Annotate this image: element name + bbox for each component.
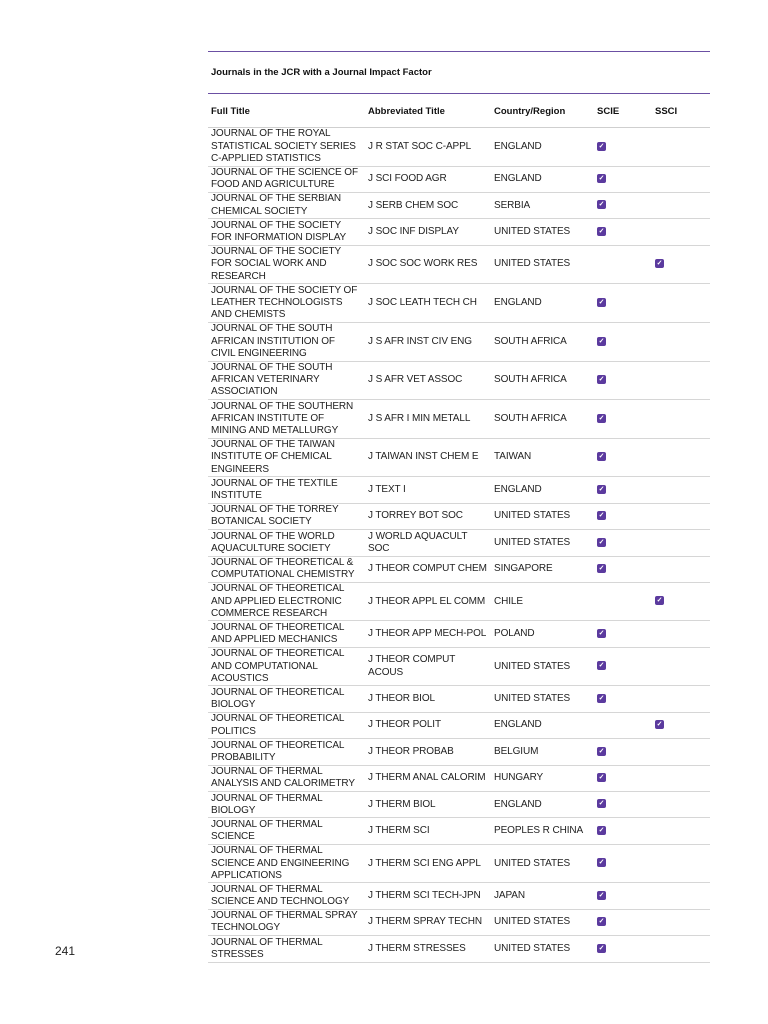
country-cell: UNITED STATES: [491, 219, 594, 245]
ssci-cell: [652, 712, 710, 738]
journal-table: [208, 95, 710, 963]
ssci-cell: [652, 647, 710, 686]
ssci-cell: [652, 503, 710, 529]
abbreviated-title-cell: J THEOR COMPUT ACOUS: [365, 647, 491, 686]
country-cell: UNITED STATES: [491, 909, 594, 935]
scie-cell: [594, 438, 652, 477]
table-row: [208, 128, 710, 167]
full-title-cell: JOURNAL OF THE SOUTH AFRICAN VETERINARY ASSOCIATION: [208, 361, 365, 400]
table-row: [208, 844, 710, 883]
scie-cell: [594, 844, 652, 883]
country-cell: UNITED STATES: [491, 530, 594, 556]
full-title-cell: JOURNAL OF THERMAL SCIENCE AND TECHNOLOGY: [208, 883, 365, 909]
abbreviated-title-cell: J SOC LEATH TECH CH: [365, 284, 491, 323]
scie-cell: [594, 647, 652, 686]
column-header-ssci: SSCI: [652, 95, 710, 128]
full-title-cell: JOURNAL OF THERMAL ANALYSIS AND CALORIMETRY: [208, 765, 365, 791]
full-title-cell: JOURNAL OF THE SOCIETY FOR SOCIAL WORK AND RESEARCH: [208, 245, 365, 284]
scie-cell: [594, 582, 652, 621]
table-row: [208, 883, 710, 909]
column-header-full-title: Full Title: [208, 95, 365, 128]
scie-cell: [594, 686, 652, 712]
table-row: [208, 245, 710, 284]
ssci-cell: [652, 621, 710, 647]
ssci-cell: [652, 556, 710, 582]
scie-cell: [594, 166, 652, 192]
table-row: [208, 765, 710, 791]
checkbox-checked-icon: ✓: [598, 694, 605, 702]
table-body: [208, 128, 710, 963]
table-header-row: [208, 95, 710, 128]
country-cell: ENGLAND: [491, 712, 594, 738]
scie-cell: [594, 477, 652, 503]
scie-cell: [594, 284, 652, 323]
checkbox-checked-icon: ✓: [598, 538, 605, 546]
checkbox-checked-icon: ✓: [656, 597, 663, 605]
full-title-cell: JOURNAL OF THEORETICAL AND APPLIED MECHANICS: [208, 621, 365, 647]
scie-cell: [594, 909, 652, 935]
abbreviated-title-cell: J S AFR I MIN METALL: [365, 400, 491, 439]
abbreviated-title-cell: J THERM SCI TECH-JPN: [365, 883, 491, 909]
scie-cell: [594, 503, 652, 529]
full-title-cell: JOURNAL OF THE ROYAL STATISTICAL SOCIETY SERIES C-APPLIED STATISTICS: [208, 128, 365, 167]
country-cell: SERBIA: [491, 192, 594, 218]
abbreviated-title-cell: J R STAT SOC C-APPL: [365, 128, 491, 167]
table-row: [208, 621, 710, 647]
table-row: [208, 192, 710, 218]
table-row: [208, 361, 710, 400]
abbreviated-title-cell: J S AFR VET ASSOC: [365, 361, 491, 400]
ssci-cell: [652, 477, 710, 503]
abbreviated-title-cell: J WORLD AQUACULT SOC: [365, 530, 491, 556]
country-cell: UNITED STATES: [491, 936, 594, 962]
abbreviated-title-cell: J SCI FOOD AGR: [365, 166, 491, 192]
full-title-cell: JOURNAL OF THERMAL BIOLOGY: [208, 792, 365, 818]
ssci-cell: [652, 128, 710, 167]
ssci-cell: [652, 530, 710, 556]
full-title-cell: JOURNAL OF THE SOCIETY FOR INFORMATION DISPLAY: [208, 219, 365, 245]
full-title-cell: JOURNAL OF THE TEXTILE INSTITUTE: [208, 477, 365, 503]
checkbox-checked-icon: ✓: [656, 260, 663, 268]
ssci-cell: [652, 400, 710, 439]
table-row: [208, 792, 710, 818]
abbreviated-title-cell: J SOC SOC WORK RES: [365, 245, 491, 284]
abbreviated-title-cell: J TAIWAN INST CHEM E: [365, 438, 491, 477]
country-cell: UNITED STATES: [491, 647, 594, 686]
scie-cell: [594, 818, 652, 844]
full-title-cell: JOURNAL OF THE TAIWAN INSTITUTE OF CHEMICAL ENGINEERS: [208, 438, 365, 477]
ssci-cell: [652, 438, 710, 477]
scie-cell: [594, 712, 652, 738]
country-cell: POLAND: [491, 621, 594, 647]
scie-cell: [594, 128, 652, 167]
abbreviated-title-cell: J THEOR APPL EL COMM: [365, 582, 491, 621]
full-title-cell: JOURNAL OF THERMAL SCIENCE: [208, 818, 365, 844]
checkbox-checked-icon: ✓: [598, 376, 605, 384]
abbreviated-title-cell: J THERM SPRAY TECHN: [365, 909, 491, 935]
checkbox-checked-icon: ✓: [598, 175, 605, 183]
ssci-cell: [652, 883, 710, 909]
checkbox-checked-icon: ✓: [598, 774, 605, 782]
full-title-cell: JOURNAL OF THE SERBIAN CHEMICAL SOCIETY: [208, 192, 365, 218]
ssci-cell: [652, 192, 710, 218]
checkbox-checked-icon: ✓: [598, 512, 605, 520]
country-cell: HUNGARY: [491, 765, 594, 791]
table-row: [208, 712, 710, 738]
full-title-cell: JOURNAL OF THEORETICAL AND COMPUTATIONAL ACOUSTICS: [208, 647, 365, 686]
abbreviated-title-cell: J THERM BIOL: [365, 792, 491, 818]
table-row: [208, 503, 710, 529]
ssci-cell: [652, 361, 710, 400]
table-row: [208, 909, 710, 935]
full-title-cell: JOURNAL OF THE SOUTH AFRICAN INSTITUTION OF CIVIL ENGINEERING: [208, 322, 365, 361]
table-row: [208, 686, 710, 712]
abbreviated-title-cell: J SOC INF DISPLAY: [365, 219, 491, 245]
country-cell: SINGAPORE: [491, 556, 594, 582]
checkbox-checked-icon: ✓: [598, 747, 605, 755]
full-title-cell: JOURNAL OF THEORETICAL BIOLOGY: [208, 686, 365, 712]
ssci-cell: [652, 818, 710, 844]
abbreviated-title-cell: J THERM ANAL CALORIM: [365, 765, 491, 791]
checkbox-checked-icon: ✓: [598, 337, 605, 345]
full-title-cell: JOURNAL OF THEORETICAL AND APPLIED ELECTRONIC COMMERCE RESEARCH: [208, 582, 365, 621]
country-cell: ENGLAND: [491, 792, 594, 818]
checkbox-checked-icon: ✓: [598, 944, 605, 952]
checkbox-checked-icon: ✓: [598, 453, 605, 461]
scie-cell: [594, 322, 652, 361]
scie-cell: [594, 400, 652, 439]
abbreviated-title-cell: J THEOR POLIT: [365, 712, 491, 738]
checkbox-checked-icon: ✓: [598, 414, 605, 422]
table-row: [208, 477, 710, 503]
full-title-cell: JOURNAL OF THERMAL SCIENCE AND ENGINEERING APPLICATIONS: [208, 844, 365, 883]
full-title-cell: JOURNAL OF THE SOCIETY OF LEATHER TECHNOLOGISTS AND CHEMISTS: [208, 284, 365, 323]
checkbox-checked-icon: ✓: [598, 826, 605, 834]
country-cell: UNITED STATES: [491, 844, 594, 883]
ssci-cell: [652, 739, 710, 765]
abbreviated-title-cell: J THERM STRESSES: [365, 936, 491, 962]
ssci-cell: [652, 219, 710, 245]
full-title-cell: JOURNAL OF THE SOUTHERN AFRICAN INSTITUTE OF MINING AND METALLURGY: [208, 400, 365, 439]
full-title-cell: JOURNAL OF THE TORREY BOTANICAL SOCIETY: [208, 503, 365, 529]
table-row: [208, 582, 710, 621]
scie-cell: [594, 739, 652, 765]
scie-cell: [594, 192, 652, 218]
table-row: [208, 322, 710, 361]
checkbox-checked-icon: ✓: [656, 721, 663, 729]
table-row: [208, 556, 710, 582]
abbreviated-title-cell: J THERM SCI: [365, 818, 491, 844]
abbreviated-title-cell: J THEOR APP MECH-POL: [365, 621, 491, 647]
checkbox-checked-icon: ✓: [598, 298, 605, 306]
table-caption: Journals in the JCR with a Journal Impact Factor: [211, 67, 432, 78]
scie-cell: [594, 792, 652, 818]
checkbox-checked-icon: ✓: [598, 859, 605, 867]
checkbox-checked-icon: ✓: [598, 629, 605, 637]
scie-cell: [594, 245, 652, 284]
scie-cell: [594, 883, 652, 909]
ssci-cell: [652, 284, 710, 323]
abbreviated-title-cell: J THEOR PROBAB: [365, 739, 491, 765]
country-cell: ENGLAND: [491, 284, 594, 323]
abbreviated-title-cell: J THEOR COMPUT CHEM: [365, 556, 491, 582]
country-cell: TAIWAN: [491, 438, 594, 477]
table-row: [208, 400, 710, 439]
country-cell: JAPAN: [491, 883, 594, 909]
ssci-cell: [652, 686, 710, 712]
checkbox-checked-icon: ✓: [598, 485, 605, 493]
checkbox-checked-icon: ✓: [598, 142, 605, 150]
full-title-cell: JOURNAL OF THEORETICAL PROBABILITY: [208, 739, 365, 765]
scie-cell: [594, 556, 652, 582]
country-cell: UNITED STATES: [491, 245, 594, 284]
country-cell: UNITED STATES: [491, 503, 594, 529]
abbreviated-title-cell: J THERM SCI ENG APPL: [365, 844, 491, 883]
checkbox-checked-icon: ✓: [598, 891, 605, 899]
country-cell: ENGLAND: [491, 128, 594, 167]
checkbox-checked-icon: ✓: [598, 800, 605, 808]
country-cell: BELGIUM: [491, 739, 594, 765]
table-row: [208, 739, 710, 765]
table-row: [208, 818, 710, 844]
full-title-cell: JOURNAL OF THEORETICAL & COMPUTATIONAL CHEMISTRY: [208, 556, 365, 582]
abbreviated-title-cell: J TORREY BOT SOC: [365, 503, 491, 529]
header-rule: [208, 93, 710, 94]
column-header-abbreviated-title: Abbreviated Title: [365, 95, 491, 128]
ssci-cell: [652, 844, 710, 883]
table-row: [208, 530, 710, 556]
table-row: [208, 166, 710, 192]
country-cell: UNITED STATES: [491, 686, 594, 712]
country-cell: SOUTH AFRICA: [491, 322, 594, 361]
checkbox-checked-icon: ✓: [598, 662, 605, 670]
ssci-cell: [652, 322, 710, 361]
country-cell: CHILE: [491, 582, 594, 621]
country-cell: SOUTH AFRICA: [491, 400, 594, 439]
country-cell: SOUTH AFRICA: [491, 361, 594, 400]
table-row: [208, 647, 710, 686]
full-title-cell: JOURNAL OF THE WORLD AQUACULTURE SOCIETY: [208, 530, 365, 556]
ssci-cell: [652, 166, 710, 192]
column-header-scie: SCIE: [594, 95, 652, 128]
ssci-cell: [652, 582, 710, 621]
ssci-cell: [652, 765, 710, 791]
checkbox-checked-icon: ✓: [598, 564, 605, 572]
full-title-cell: JOURNAL OF THEORETICAL POLITICS: [208, 712, 365, 738]
checkbox-checked-icon: ✓: [598, 918, 605, 926]
scie-cell: [594, 765, 652, 791]
full-title-cell: JOURNAL OF THERMAL SPRAY TECHNOLOGY: [208, 909, 365, 935]
country-cell: PEOPLES R CHINA: [491, 818, 594, 844]
ssci-cell: [652, 936, 710, 962]
country-cell: ENGLAND: [491, 166, 594, 192]
ssci-cell: [652, 792, 710, 818]
column-header-country: Country/Region: [491, 95, 594, 128]
table-row: [208, 438, 710, 477]
checkbox-checked-icon: ✓: [598, 227, 605, 235]
page-number: 241: [55, 944, 76, 958]
checkbox-checked-icon: ✓: [598, 201, 605, 209]
top-rule: [208, 51, 710, 52]
ssci-cell: [652, 909, 710, 935]
abbreviated-title-cell: J TEXT I: [365, 477, 491, 503]
abbreviated-title-cell: J THEOR BIOL: [365, 686, 491, 712]
full-title-cell: JOURNAL OF THERMAL STRESSES: [208, 936, 365, 962]
country-cell: ENGLAND: [491, 477, 594, 503]
scie-cell: [594, 936, 652, 962]
table-row: [208, 936, 710, 962]
scie-cell: [594, 621, 652, 647]
abbreviated-title-cell: J SERB CHEM SOC: [365, 192, 491, 218]
full-title-cell: JOURNAL OF THE SCIENCE OF FOOD AND AGRICULTURE: [208, 166, 365, 192]
scie-cell: [594, 361, 652, 400]
scie-cell: [594, 219, 652, 245]
table-row: [208, 284, 710, 323]
abbreviated-title-cell: J S AFR INST CIV ENG: [365, 322, 491, 361]
scie-cell: [594, 530, 652, 556]
ssci-cell: [652, 245, 710, 284]
table-row: [208, 219, 710, 245]
